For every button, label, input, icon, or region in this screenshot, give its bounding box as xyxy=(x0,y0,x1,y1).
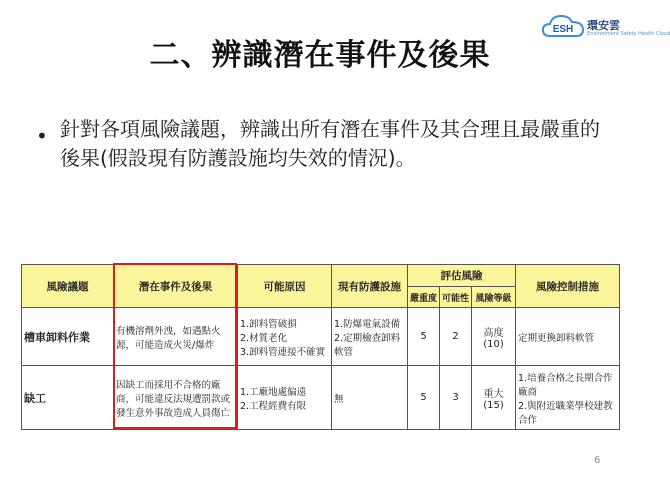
header-risk-level: 風險等級 xyxy=(472,287,516,308)
header-control: 風險控制措施 xyxy=(516,265,620,308)
logo-name: 環安雲 xyxy=(587,19,620,32)
risk-table xyxy=(21,264,620,430)
header-assessment: 評估風險 xyxy=(408,265,516,287)
row-severity: 5 xyxy=(408,366,440,430)
header-issue: 風險議題 xyxy=(22,265,114,308)
header-cause: 可能原因 xyxy=(238,265,332,308)
row-event: 因缺工而採用不合格的廠商，可能違反法規遭罰款或發生意外事故造成人員傷亡 xyxy=(114,366,238,430)
slide-title: 二、辨識潛在事件及後果 xyxy=(149,38,491,73)
row-likelihood: 3 xyxy=(440,366,472,430)
table-row xyxy=(22,308,620,366)
header-likelihood: 可能性 xyxy=(440,287,472,308)
table-row xyxy=(22,366,620,430)
row-severity: 5 xyxy=(408,308,440,366)
page-number: 6 xyxy=(594,455,601,466)
logo-badge-text: ESH xyxy=(552,24,574,35)
row-risk-level: 重大(15) xyxy=(472,366,516,430)
bullet-marker: • xyxy=(36,124,48,148)
row-control: 1.培養合格之長期合作廠商 2.與附近職業學校建教合作 xyxy=(516,366,620,430)
row-control: 定期更換卸料軟管 xyxy=(516,308,620,366)
header-severity: 嚴重度 xyxy=(408,287,440,308)
row-cause: 1.工廠地處偏遠 2.工程經費有限 xyxy=(238,366,332,430)
bullet-text: 針對各項風險議題，辨識出所有潛在事件及其合理且最嚴重的後果(假設現有防護設施均失效的情況)。 xyxy=(60,117,600,170)
row-protection: 無 xyxy=(332,366,408,430)
row-cause: 1.卸料管破損 2.材質老化 3.卸料管連接不確實 xyxy=(238,308,332,366)
row-protection: 1.防爆電氣設備 2.定期檢查卸料軟管 xyxy=(332,308,408,366)
row-risk-level: 高度(10) xyxy=(472,308,516,366)
header-protection: 現有防護設施 xyxy=(332,265,408,308)
row-likelihood: 2 xyxy=(440,308,472,366)
logo-tagline: Environment Safety Health Cloud xyxy=(587,31,670,37)
row-issue: 缺工 xyxy=(22,366,114,430)
row-issue: 槽車卸料作業 xyxy=(22,308,114,366)
header-event: 潛在事件及後果 xyxy=(114,265,238,308)
row-event: 有機溶劑外洩，如遇點火源，可能造成火災/爆炸 xyxy=(114,308,238,366)
